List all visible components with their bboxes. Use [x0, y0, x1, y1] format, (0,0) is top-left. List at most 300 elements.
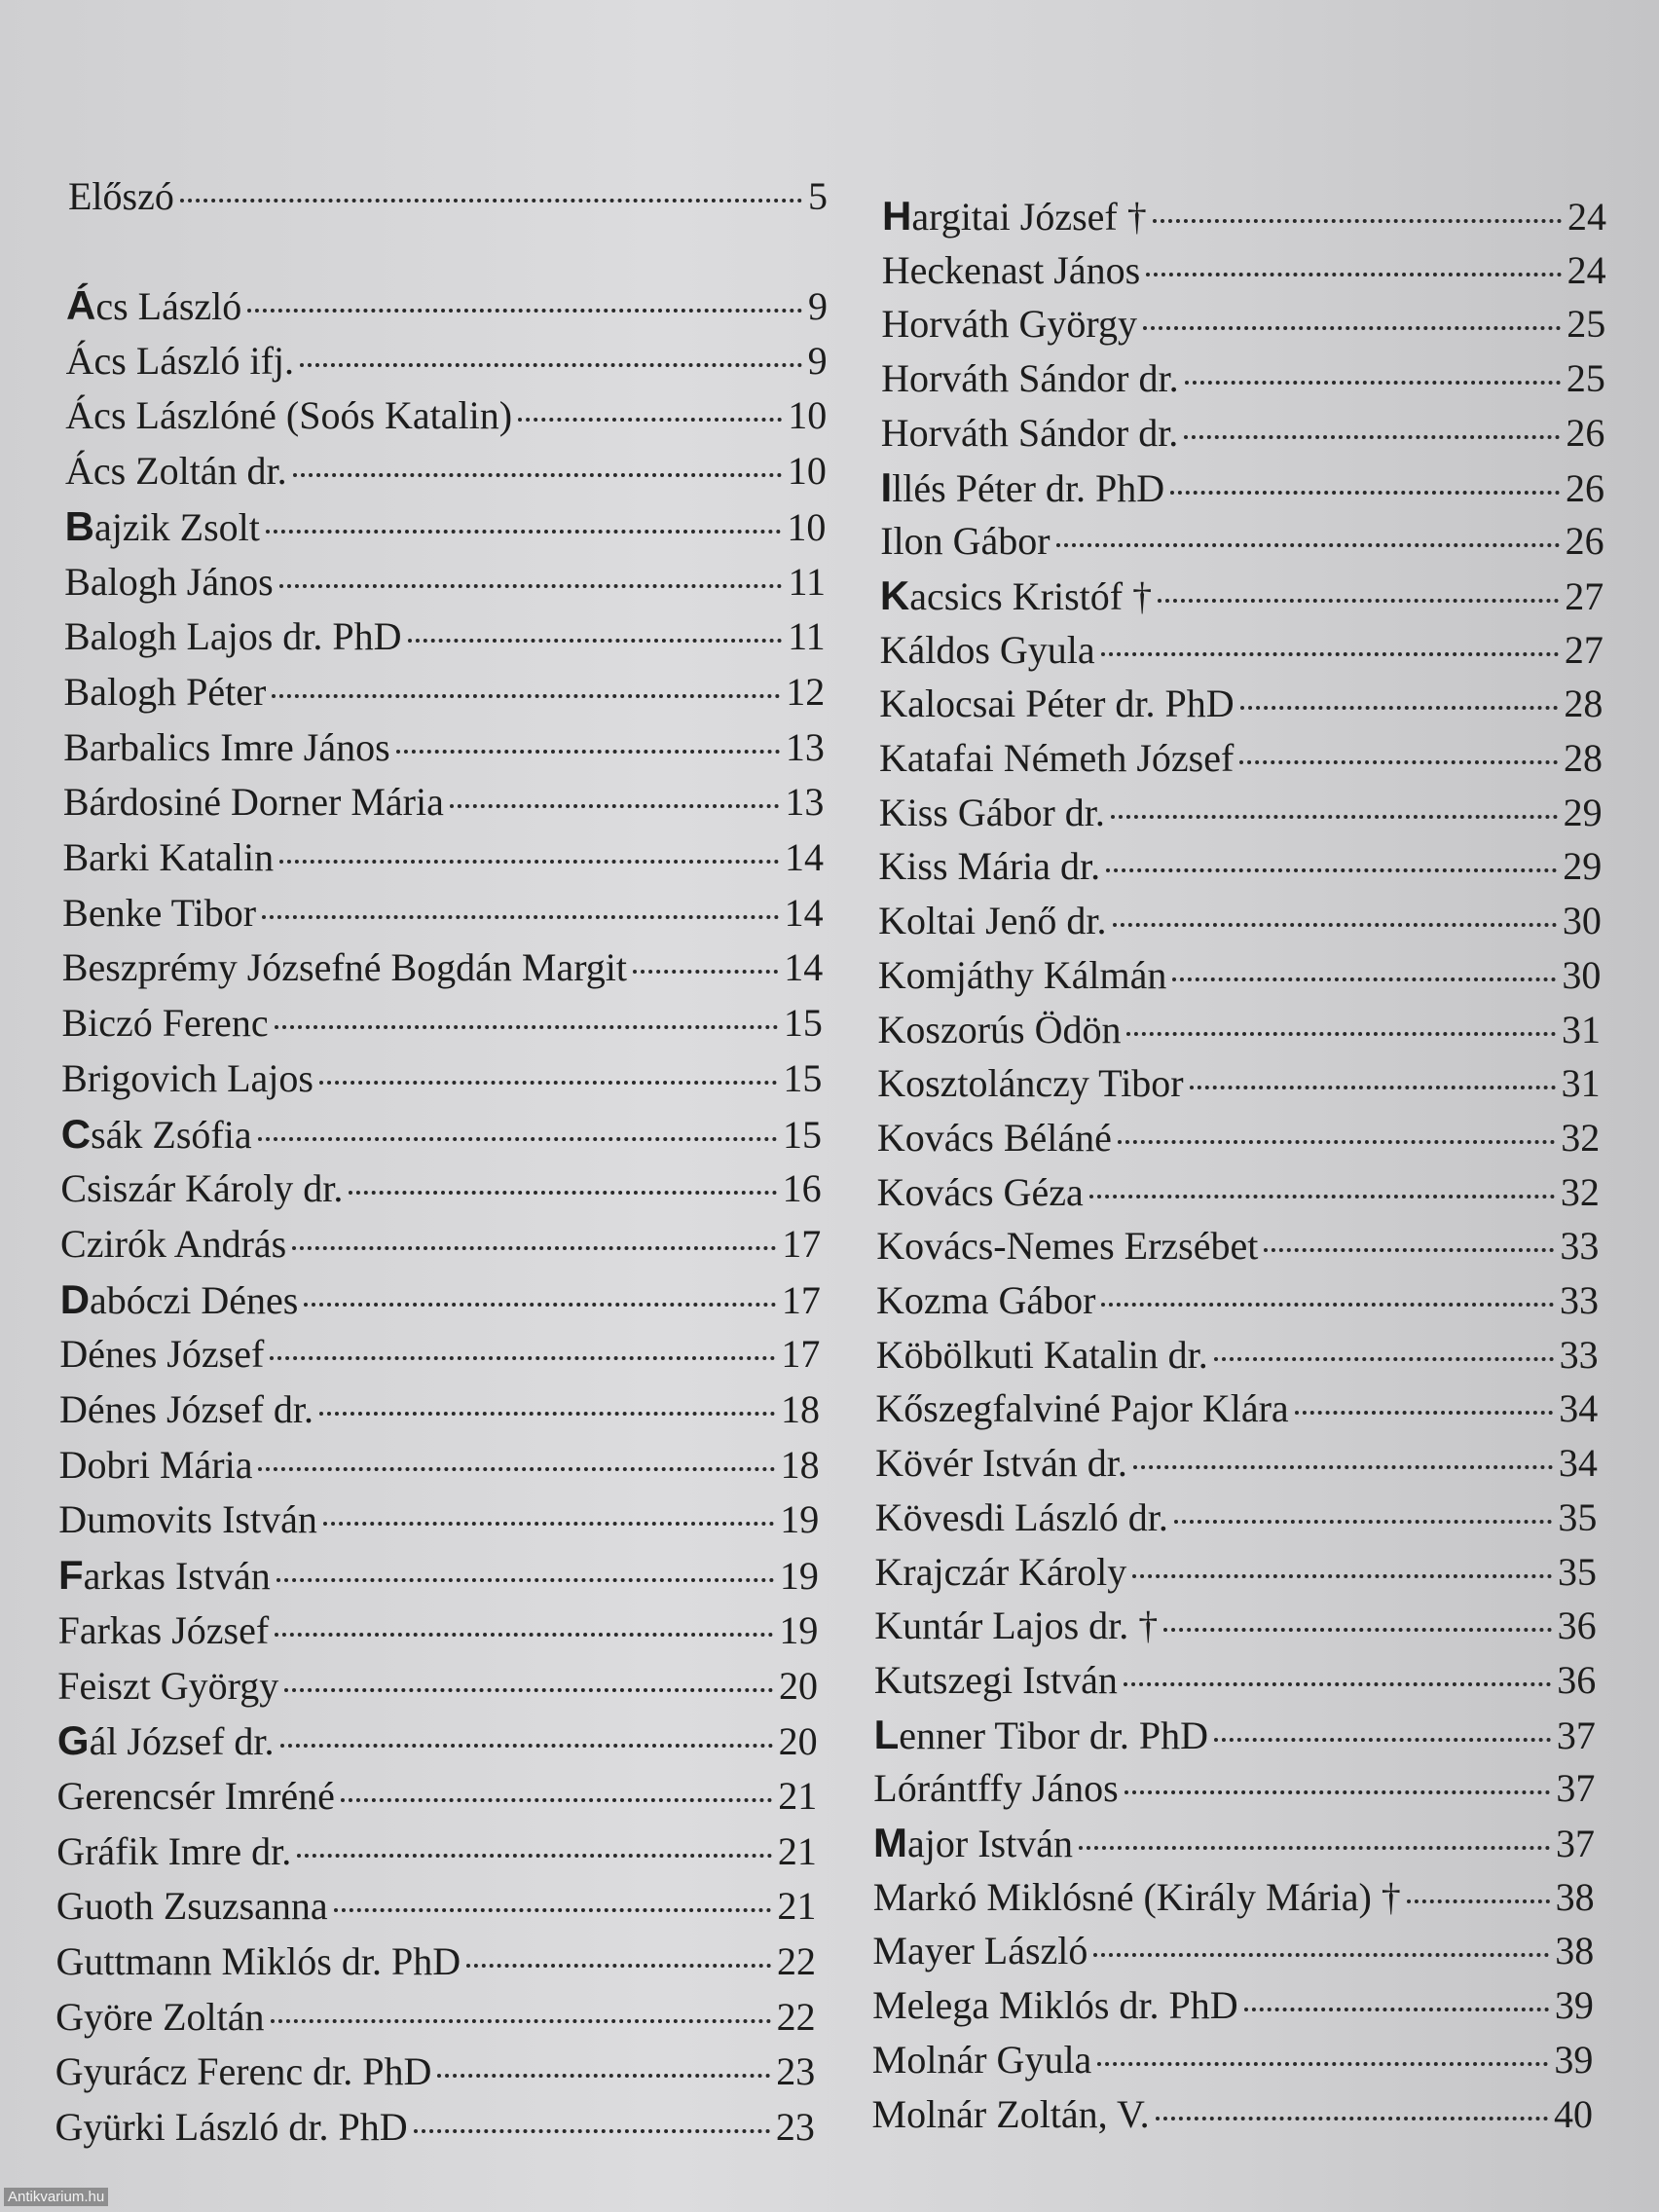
leader-dots	[1079, 1846, 1550, 1850]
leader-dots	[297, 1854, 772, 1858]
entry-page: 17	[782, 1221, 822, 1266]
entry-name	[881, 301, 1137, 347]
index-entry	[881, 355, 1605, 406]
entry-name-text: Kutszegi István	[873, 1657, 1118, 1702]
entry-page: 14	[785, 835, 824, 879]
index-entry	[65, 448, 827, 498]
entry-name-text: acsics Kristóf †	[909, 573, 1153, 618]
entry-name-text: Guoth Zsuzsanna	[55, 1884, 328, 1929]
entry-name-text: Káldos Gyula	[879, 627, 1095, 672]
entry-name-text: Balogh Lajos dr. PhD	[63, 614, 402, 659]
index-entry	[879, 790, 1603, 840]
index-entry	[878, 952, 1602, 1003]
leader-dots	[633, 970, 778, 974]
entry-name: Előszó	[68, 174, 174, 218]
entry-name	[881, 464, 1165, 511]
entry-name	[63, 834, 275, 880]
leader-dots	[1106, 868, 1557, 872]
entry-name-text: Katafai Németh József	[879, 736, 1235, 780]
entry-initial-letter: I	[880, 463, 893, 510]
entry-name	[878, 952, 1167, 998]
entry-name	[62, 944, 627, 990]
entry-name-text: Benke Tibor	[62, 890, 257, 935]
entry-name	[873, 1874, 1401, 1920]
index-entry	[875, 1549, 1598, 1600]
index-entry	[874, 1657, 1596, 1708]
entry-page: 10	[787, 449, 827, 494]
leader-dots	[1113, 923, 1557, 927]
entry-name	[878, 1007, 1122, 1052]
entry-name	[55, 2048, 432, 2094]
index-entry	[879, 681, 1603, 731]
entry-page: 33	[1560, 1224, 1600, 1269]
leader-dots	[1143, 326, 1561, 330]
entry-page: 12	[786, 669, 826, 714]
entry-page: 23	[775, 2105, 815, 2150]
entry-page: 26	[1566, 410, 1605, 455]
entry-name	[881, 355, 1179, 401]
leader-dots	[323, 1522, 774, 1526]
leader-dots	[1172, 977, 1556, 981]
entry-page: 9	[808, 284, 828, 328]
entry-name	[65, 503, 260, 550]
index-entry	[63, 779, 825, 830]
index-entry	[57, 1773, 818, 1824]
entry-initial-letter: K	[879, 571, 910, 618]
entry-name	[872, 1982, 1238, 2028]
entry-page: 17	[781, 1277, 821, 1322]
index-entry	[872, 1928, 1594, 1978]
entry-page: 35	[1558, 1494, 1598, 1539]
leader-dots	[1184, 435, 1560, 439]
leader-dots	[1190, 1086, 1556, 1089]
entry-page: 21	[777, 1884, 817, 1929]
leader-dots	[1097, 2062, 1548, 2066]
leader-dots	[1239, 760, 1558, 764]
leader-dots	[1264, 1248, 1554, 1252]
leader-dots	[1214, 1738, 1551, 1742]
index-entry	[872, 2091, 1594, 2142]
index-entry	[877, 1115, 1600, 1165]
leader-dots	[1407, 1899, 1550, 1903]
leader-dots	[258, 1137, 777, 1141]
entry-name-text: Kövesdi László dr.	[874, 1494, 1168, 1539]
entry-name-text: Csiszár Károly dr.	[60, 1166, 344, 1211]
entry-name	[58, 1496, 317, 1542]
entry-name-text: enner Tibor dr. PhD	[899, 1713, 1209, 1757]
index-entry	[64, 669, 826, 719]
leader-dots	[466, 1964, 771, 1968]
entry-page: 32	[1560, 1169, 1600, 1214]
entry-name-text: Köbölkuti Katalin dr.	[875, 1332, 1208, 1377]
index-entry	[878, 898, 1602, 948]
entry-page: 20	[778, 1719, 818, 1764]
entry-page: 25	[1566, 356, 1605, 401]
entry-name-text: Feiszt György	[57, 1663, 279, 1708]
leader-dots	[276, 1578, 774, 1582]
index-entry	[57, 1663, 818, 1714]
index-entry	[878, 1007, 1602, 1057]
index-entry	[877, 1060, 1600, 1111]
index-entry	[873, 1765, 1595, 1816]
leader-dots	[1111, 815, 1558, 819]
entry-initial-letter: C	[60, 1110, 92, 1157]
entry-name-text: Horváth György	[881, 302, 1137, 347]
index-entry	[880, 518, 1604, 569]
entry-page: 35	[1558, 1549, 1597, 1594]
index-entry	[61, 1111, 822, 1161]
entry-name	[879, 735, 1234, 781]
index-entry	[59, 1442, 820, 1493]
entry-name	[60, 1276, 299, 1323]
leader-dots	[319, 1081, 777, 1085]
entry-name	[882, 193, 1147, 240]
entry-name	[872, 1928, 1088, 1973]
entry-page: 5	[808, 174, 828, 218]
entry-name-text: Dobri Mária	[58, 1442, 253, 1487]
entry-page: 20	[779, 1663, 818, 1708]
index-entry	[875, 1385, 1598, 1436]
leader-dots	[450, 804, 780, 808]
entry-page: 19	[779, 1554, 819, 1599]
entry-page: 33	[1559, 1332, 1599, 1377]
index-entry	[64, 559, 826, 609]
entry-name	[877, 1060, 1183, 1106]
entry-name	[60, 1221, 286, 1267]
entry-initial-letter: H	[882, 193, 912, 239]
entry-page: 9	[807, 338, 828, 383]
entry-name-text: argitai József †	[911, 195, 1147, 239]
entry-name-text: Kiss Mária dr.	[878, 844, 1101, 889]
entry-page: 15	[783, 1055, 823, 1100]
entry-name-text: ál József dr.	[89, 1719, 275, 1764]
index-entry	[882, 193, 1606, 243]
entry-page: 32	[1561, 1115, 1601, 1160]
entry-name	[882, 247, 1140, 293]
leader-dots	[1244, 2008, 1549, 2011]
leader-dots	[1174, 1520, 1553, 1524]
entry-page: 29	[1563, 844, 1603, 889]
entry-name-text: Horváth Sándor dr.	[880, 410, 1179, 455]
leader-dots	[270, 1356, 775, 1360]
entry-name	[58, 1607, 270, 1653]
entry-name-text: Melega Miklós dr. PhD	[872, 1983, 1238, 2028]
entry-name	[880, 518, 1050, 564]
entry-initial-letter: L	[873, 1711, 900, 1757]
entry-name	[61, 1055, 313, 1101]
entry-name-text: Kovács-Nemes Erzsébet	[876, 1224, 1259, 1269]
index-entry	[63, 834, 825, 885]
index-entry	[65, 392, 827, 443]
index-entry	[874, 1603, 1596, 1653]
entry-name-text: sák Zsófia	[91, 1112, 252, 1157]
index-entry	[62, 944, 823, 995]
entry-name-text: Kőszegfalviné Pajor Klára	[875, 1386, 1289, 1431]
leader-dots	[1133, 1465, 1553, 1469]
leader-dots	[1093, 1953, 1549, 1957]
leader-dots	[280, 1744, 773, 1748]
leader-dots	[279, 860, 779, 864]
index-entry	[876, 1277, 1599, 1328]
index-entry	[61, 1000, 822, 1051]
entry-name	[874, 1603, 1158, 1648]
index-entry	[875, 1494, 1598, 1545]
index-entry	[57, 1717, 818, 1768]
entry-page: 39	[1554, 2037, 1594, 2082]
entry-page: 16	[782, 1166, 822, 1211]
leader-dots	[1146, 273, 1561, 276]
index-entry	[881, 301, 1605, 351]
entry-name	[65, 392, 512, 438]
entry-page: 34	[1559, 1386, 1599, 1431]
entry-name-text: Dénes József dr.	[59, 1387, 314, 1431]
leader-dots	[1156, 2117, 1548, 2120]
entry-name	[61, 1111, 252, 1158]
entry-name-text: Koszorús Ödön	[877, 1007, 1122, 1051]
entry-name-text: Kozma Gábor	[876, 1278, 1096, 1322]
entry-page: 40	[1554, 2091, 1593, 2136]
entry-name	[876, 1332, 1208, 1378]
entry-name	[873, 1820, 1073, 1866]
index-entry	[65, 503, 827, 554]
entry-name-text: Markó Miklósné (Király Mária) †	[872, 1874, 1401, 1919]
entry-name-text: Farkas József	[57, 1607, 270, 1652]
entry-name	[57, 1717, 275, 1764]
entry-name-text: cs László	[95, 284, 242, 328]
entry-name-text: Mayer László	[872, 1929, 1088, 1973]
entry-name	[879, 790, 1105, 835]
entry-page: 25	[1567, 302, 1606, 347]
leader-dots	[284, 1688, 773, 1692]
entry-name	[58, 1552, 271, 1599]
entry-page: 14	[784, 945, 824, 990]
leader-dots	[437, 2074, 770, 2078]
leader-dots	[272, 694, 780, 698]
entry-page: 11	[788, 614, 826, 659]
entry-page: 18	[780, 1442, 820, 1487]
leader-dots	[341, 1798, 772, 1802]
entry-name-text: Barbalics Imre János	[63, 724, 390, 769]
entry-page: 22	[777, 1939, 816, 1983]
entry-page: 27	[1565, 573, 1604, 618]
index-entry	[63, 724, 825, 775]
entry-name-text: Biczó Ferenc	[61, 1001, 269, 1046]
index-entry	[64, 613, 826, 664]
leader-dots	[275, 1633, 773, 1637]
leader-dots	[1126, 1032, 1556, 1036]
entry-name-text: Ács Zoltán dr.	[64, 449, 287, 494]
entry-page: 36	[1557, 1604, 1597, 1648]
entry-name	[875, 1385, 1288, 1431]
entry-name	[876, 1223, 1258, 1269]
entry-name	[877, 1169, 1084, 1215]
entry-name	[57, 1663, 278, 1709]
leader-dots	[1214, 1357, 1554, 1361]
index-entry	[56, 1938, 817, 1989]
entry-name	[56, 1883, 328, 1929]
leader-dots	[414, 2129, 770, 2133]
entry-page: 24	[1567, 195, 1606, 239]
leader-dots	[247, 309, 802, 313]
entry-name-text: Dénes József	[59, 1332, 265, 1377]
entry-page: 37	[1556, 1822, 1595, 1865]
entry-name-text: Komjáthy Kálmán	[877, 952, 1167, 997]
entry-name-text: Kalocsai Péter dr. PhD	[879, 682, 1235, 726]
index-entry	[66, 338, 828, 388]
entry-name-text: Ács László ifj.	[65, 338, 295, 383]
entry-initial-letter: F	[57, 1552, 84, 1599]
entry-name	[874, 1712, 1208, 1758]
entry-name-text: Gráfik Imre dr.	[56, 1828, 292, 1873]
entry-name-text: Kövér István dr.	[875, 1441, 1127, 1486]
entry-name	[875, 1549, 1127, 1595]
leader-dots	[1101, 652, 1559, 656]
entry-name	[61, 1000, 268, 1046]
leader-dots	[1101, 1303, 1554, 1307]
entry-name	[65, 448, 287, 494]
index-entry	[876, 1223, 1599, 1273]
leader-dots	[1124, 1682, 1551, 1686]
entry-page: 22	[776, 1994, 816, 2039]
entry-page: 21	[777, 1828, 817, 1873]
entry-name	[66, 282, 241, 329]
entry-page: 15	[783, 1112, 822, 1157]
entry-name-text: Kosztolánczy Tibor	[877, 1061, 1184, 1106]
entry-name	[63, 724, 389, 770]
entry-page: 37	[1556, 1766, 1596, 1811]
index-entry	[55, 2048, 815, 2099]
entry-name	[875, 1440, 1127, 1486]
entry-page: 37	[1556, 1713, 1596, 1757]
index-entry	[872, 2037, 1594, 2087]
entry-page: 10	[788, 393, 828, 438]
index-entry	[879, 735, 1603, 786]
leader-dots	[1056, 543, 1560, 547]
entry-page: 27	[1564, 627, 1604, 672]
entry-name-text: Guttmann Miklós dr. PhD	[55, 1939, 461, 1983]
entry-name	[60, 1165, 343, 1211]
entry-page: 39	[1554, 1983, 1594, 2028]
leader-dots	[408, 639, 783, 643]
entry-name-text: Ilon Gábor	[880, 519, 1051, 564]
entry-name	[878, 898, 1106, 943]
entry-initial-letter: B	[64, 502, 94, 549]
entry-page: 26	[1566, 465, 1604, 510]
entry-name	[55, 2104, 407, 2150]
entry-name-text: Barki Katalin	[62, 835, 275, 879]
leader-dots	[304, 1303, 775, 1307]
leader-dots	[334, 1908, 772, 1912]
entry-page: 17	[781, 1332, 821, 1377]
leader-dots	[271, 2019, 771, 2023]
entry-name-text: Beszprémy Józsefné Bogdán Margit	[61, 945, 628, 990]
leader-dots	[1153, 219, 1562, 223]
entry-name	[56, 1938, 461, 1984]
entry-page: 26	[1565, 519, 1604, 564]
leader-dots	[1132, 1574, 1552, 1578]
leader-dots	[1240, 706, 1559, 710]
entry-name-text: Czirók András	[60, 1221, 287, 1266]
preface-entry	[68, 173, 828, 224]
leader-dots	[1185, 381, 1561, 385]
entry-name-text: Koltai Jenő dr.	[878, 899, 1107, 943]
entry-page: 13	[785, 724, 825, 769]
entry-name	[880, 572, 1152, 619]
index-entry	[60, 1276, 821, 1327]
entry-name-text: Molnár Zoltán, V.	[871, 2091, 1150, 2136]
entry-page: 13	[785, 780, 825, 825]
entry-page: 23	[776, 2049, 816, 2094]
index-entry	[880, 627, 1604, 678]
entry-initial-letter: Á	[66, 282, 96, 328]
index-entry	[59, 1386, 820, 1437]
watermark-label: Antikvarium.hu	[4, 2188, 108, 2206]
leader-dots	[258, 1467, 774, 1471]
entry-name-text: Brigovich Lajos	[61, 1055, 313, 1100]
entry-page: 33	[1560, 1278, 1599, 1322]
entry-page: 10	[787, 504, 827, 549]
entry-name-text: Gyurácz Ferenc dr. PhD	[55, 2049, 432, 2094]
entry-name	[57, 1773, 335, 1819]
index-entry	[59, 1331, 820, 1382]
entry-name-text: Balogh Péter	[63, 669, 267, 714]
index-entry	[56, 1883, 817, 1934]
entry-name-text: Kuntár Lajos dr. †	[874, 1604, 1159, 1648]
leader-dots	[319, 1412, 775, 1416]
index-entry	[881, 464, 1605, 515]
leader-dots	[1118, 1140, 1555, 1144]
index-entry	[62, 890, 823, 940]
entry-name	[55, 1994, 264, 2040]
entry-page: 18	[781, 1387, 820, 1431]
entry-name	[64, 559, 273, 605]
index-entry	[874, 1712, 1596, 1762]
entry-name-text: Kovács Géza	[876, 1169, 1084, 1214]
entry-page: 34	[1558, 1441, 1598, 1486]
entry-name	[881, 410, 1179, 456]
entry-name	[879, 681, 1234, 726]
entry-name-text: Dumovits István	[58, 1497, 317, 1542]
entry-name	[872, 2037, 1092, 2083]
entry-name-text: Horváth Sándor dr.	[881, 356, 1179, 401]
entry-name	[56, 1828, 291, 1874]
entry-name	[873, 1765, 1118, 1811]
leader-dots	[266, 530, 782, 534]
leader-dots	[1124, 1790, 1551, 1794]
entry-page: 28	[1564, 682, 1604, 726]
entry-initial-letter: G	[56, 1717, 90, 1764]
leader-dots	[300, 363, 802, 367]
entry-name-text: Balogh János	[64, 559, 274, 604]
entry-name-text: Kovács Béláné	[876, 1115, 1112, 1160]
entry-page: 21	[778, 1773, 818, 1818]
index-entry	[58, 1496, 819, 1547]
entry-name-text: Lórántffy János	[873, 1766, 1119, 1811]
entry-name	[64, 613, 402, 659]
index-entry	[60, 1165, 821, 1216]
entry-name	[878, 843, 1100, 889]
entry-name-text: llés Péter dr. PhD	[892, 465, 1165, 510]
leader-dots	[262, 915, 779, 919]
index-entry	[878, 843, 1602, 894]
entry-page: 31	[1562, 1007, 1601, 1051]
leader-dots	[1163, 1628, 1551, 1632]
entry-page: 14	[784, 890, 824, 935]
entry-name	[875, 1494, 1168, 1540]
entry-name-text: Gerencsér Imréné	[56, 1773, 335, 1818]
entry-name-text: Ács Lászlóné (Soós Katalin)	[65, 393, 513, 438]
leader-dots	[292, 1246, 776, 1250]
